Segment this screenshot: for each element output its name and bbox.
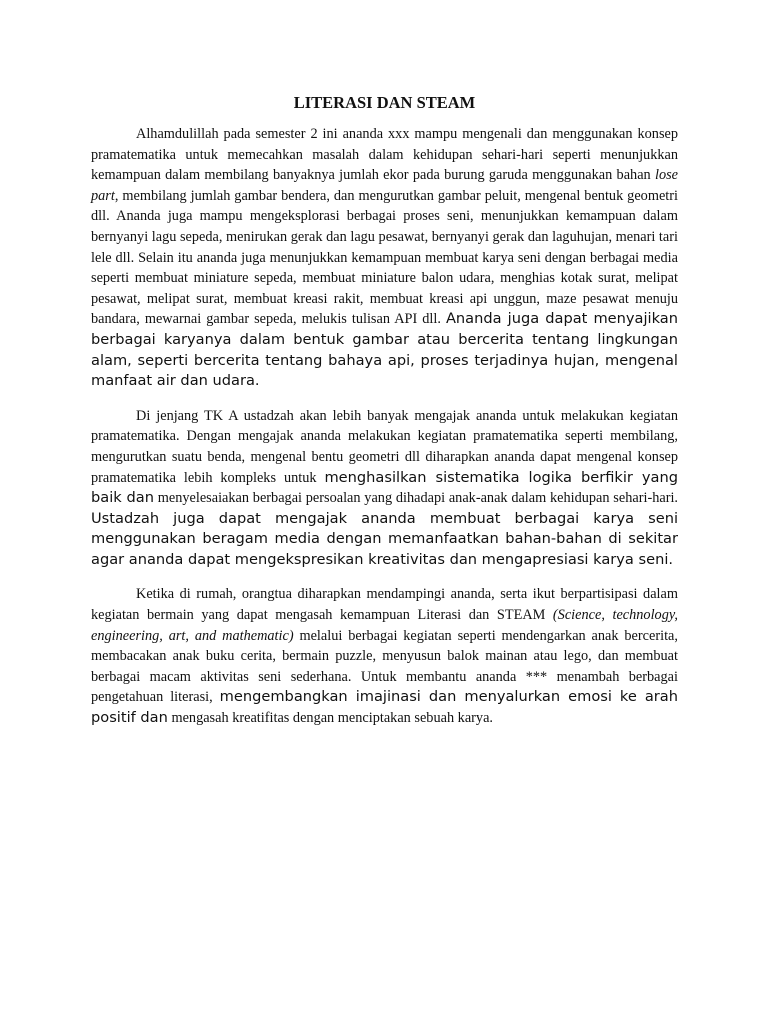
paragraph-2-sans-text-b: menghasilkan sistematika logika berfikir yang baik dan (91, 468, 678, 507)
page-title: LITERASI DAN STEAM (293, 93, 476, 112)
paragraph-2 (91, 406, 678, 571)
paragraph-1-sans-text: Ananda juga dapat menyajikan berbagai karyanya dalam bentuk gambar atau bercerita tentang lingkungan alam, seperti bercerita tentang bahaya api, proses terjadinya hujan, mengenal manfaat air dan udara. (91, 310, 678, 390)
paragraph-1-italic-term: lose part (91, 167, 678, 204)
paragraph-3-text-e: mengasah kreatifitas dengan menciptakan sebuah karya. (167, 710, 493, 727)
paragraph-2-sans-text-d: Ustadzah juga dapat mengajak ananda membuat berbagai karya seni menggunakan beragam media dengan memanfaatkan bahan-bahan di sekitar agar ananda dapat mengekspresikan kreativitas dan mengapresiasi karya seni. (91, 509, 678, 568)
paragraph-3-italic-term: (Science, technology, engineering, art, and mathematic) (91, 607, 678, 644)
paragraph-1-text-c: , membilang jumlah gambar bendera, dan mengurutkan gambar peluit, mengenal bentuk geometri dll. Ananda juga mampu mengeksplorasi berbagai proses seni, menunjukkan kemampuan dalam bernyanyi lagu sepeda, menirukan gerak dan lagu pesawat, bernyanyi gerak dan laguhujan, menari tari lele dll. Selain itu ananda juga menunjukkan kemampuan membuat karya seni dengan berbagai media seperti membuat miniature sepeda, membuat miniature balon udara, menghias kotak surat, melipat pesawat, melipat surat, membuat kreasi rakit, membuat kreasi api unggun, maze pesawat menuju bandara, mewarnai gambar sepeda, melukis tulisan API dll. (91, 187, 678, 328)
paragraph-2-text-c: menyelesaiakan berbagai persoalan yang dihadapi anak-anak dalam kehidupan sehari-hari. (154, 490, 679, 507)
paragraph-3-text-c: melalui berbagai kegiatan seperti mendengarkan anak bercerita, membacakan anak buku cerita, bermain puzzle, menyusun balok mainan atau lego, dan membuat berbagai macam aktivitas seni sederhana. Untuk membantu ananda *** menambah berbagai pengetahuan literasi, (91, 627, 678, 706)
paragraph-3-text-a: Ketika di rumah, orangtua diharapkan mendampingi ananda, serta ikut berpartisipasi dalam kegiatan bermain yang dapat mengasah kemampuan Literasi dan STEAM (91, 586, 678, 624)
paragraph-1 (91, 124, 678, 392)
paragraph-1-text-a: Alhamdulillah pada semester 2 ini ananda xxx mampu mengenali dan menggunakan konsep pramatematika untuk memecahkan masalah dalam kehidupan sehari-hari seperti menunjukkan kemampuan dalam membilang banyaknya jumlah ekor pada burung garuda menggunakan bahan (91, 126, 678, 184)
paragraph-3 (91, 584, 678, 728)
paragraph-2-text-a: Di jenjang TK A ustadzah akan lebih banyak mengajak ananda untuk melakukan kegiatan pramatematika. Dengan mengajak ananda melakukan kegiatan pramatematika seperti membilang, mengurutkan suatu benda, mengenal bentu geometri dll diharapkan ananda dapat mengenal konsep pramatematika lebih kompleks untuk (91, 407, 678, 486)
paragraph-3-sans-text: mengembangkan imajinasi dan menyalurkan emosi ke arah positif dan (91, 688, 678, 727)
